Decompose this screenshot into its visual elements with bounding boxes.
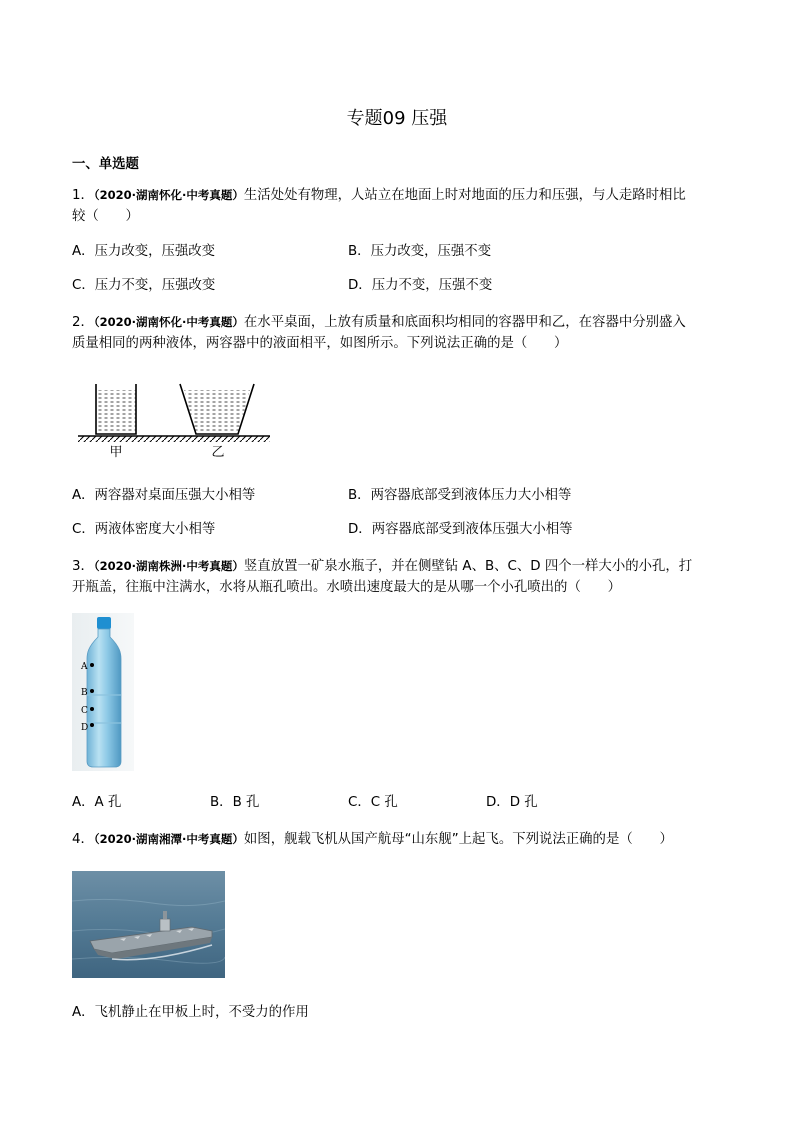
hole-label-c: C	[81, 706, 88, 716]
question-1-stem	[72, 183, 686, 208]
question-source-tag: （2020·湖南怀化·中考真题）	[93, 188, 244, 202]
q2-option-d: D．两容器底部受到液体压强大小相等	[348, 522, 573, 537]
q2-option-b: B．两容器底部受到液体压力大小相等	[348, 488, 572, 503]
question-source-tag: （2020·湖南株洲·中考真题）	[93, 559, 244, 573]
question-number: 1．	[72, 188, 94, 203]
q3-option-a: A．A 孔	[72, 795, 122, 810]
label-yi: 乙	[211, 445, 225, 460]
label-jia: 甲	[109, 445, 123, 460]
hole-label-b: B	[81, 688, 88, 698]
question-source-tag: （2020·湖南怀化·中考真题）	[93, 315, 244, 329]
q1-option-b: B．压力改变，压强不变	[348, 244, 492, 259]
q1-option-d: D．压力不变，压强不变	[348, 278, 493, 293]
hole-label-a: A	[81, 662, 88, 672]
question-2-stem-continued: 质量相同的两种液体，两容器中的液面相平，如图所示。下列说法正确的是（ ）	[72, 336, 568, 351]
carrier-island	[160, 919, 170, 931]
question-1-stem-continued: 较（ ）	[72, 209, 139, 224]
section-heading: 一、单选题	[72, 157, 139, 172]
q3-option-c: C．C 孔	[348, 795, 398, 810]
water-bottle-image	[72, 613, 134, 771]
hole-a	[90, 663, 94, 667]
question-text: 生活处处有物理，人站立在地面上时对地面的压力和压强，与人走路时相比	[243, 188, 686, 203]
page-title: 专题09 压强	[346, 108, 448, 129]
q1-option-a: A．压力改变，压强改变	[72, 244, 216, 259]
question-number: 4．	[72, 832, 94, 847]
question-3-stem-continued: 开瓶盖，往瓶中注满水，水将从瓶孔喷出。水喷出速度最大的是从哪一个小孔喷出的（ ）	[72, 580, 622, 595]
table-hatching	[78, 436, 270, 442]
bottle-body	[87, 629, 121, 767]
container-jia-liquid	[96, 390, 136, 434]
question-text: 竖直放置一矿泉水瓶子，并在侧壁钻 A、B、C、D 四个一样大小的小孔，打	[243, 559, 693, 574]
q1-option-c: C．压力不变，压强改变	[72, 278, 216, 293]
question-text: 在水平桌面，上放有质量和底面积均相同的容器甲和乙，在容器中分别盛入	[243, 315, 686, 330]
bottle-cap	[97, 617, 111, 629]
question-number: 3．	[72, 559, 94, 574]
hole-b	[90, 689, 94, 693]
question-text: 如图，舰载飞机从国产航母“山东舰”上起飞。下列说法正确的是（ ）	[243, 832, 673, 847]
containers-diagram	[74, 380, 274, 460]
hole-label-d: D	[81, 723, 89, 733]
hole-d	[90, 723, 94, 727]
q2-option-a: A．两容器对桌面压强大小相等	[72, 488, 256, 503]
q4-option-a: A．飞机静止在甲板上时，不受力的作用	[72, 1005, 309, 1020]
hole-c	[90, 707, 94, 711]
aircraft-carrier-image	[72, 871, 225, 978]
question-source-tag: （2020·湖南湘潭·中考真题）	[93, 832, 244, 846]
q3-option-d: D．D 孔	[486, 795, 538, 810]
question-number: 2．	[72, 315, 94, 330]
question-4-stem	[72, 827, 673, 852]
q3-option-b: B．B 孔	[210, 795, 260, 810]
q2-option-c: C．两液体密度大小相等	[72, 522, 216, 537]
